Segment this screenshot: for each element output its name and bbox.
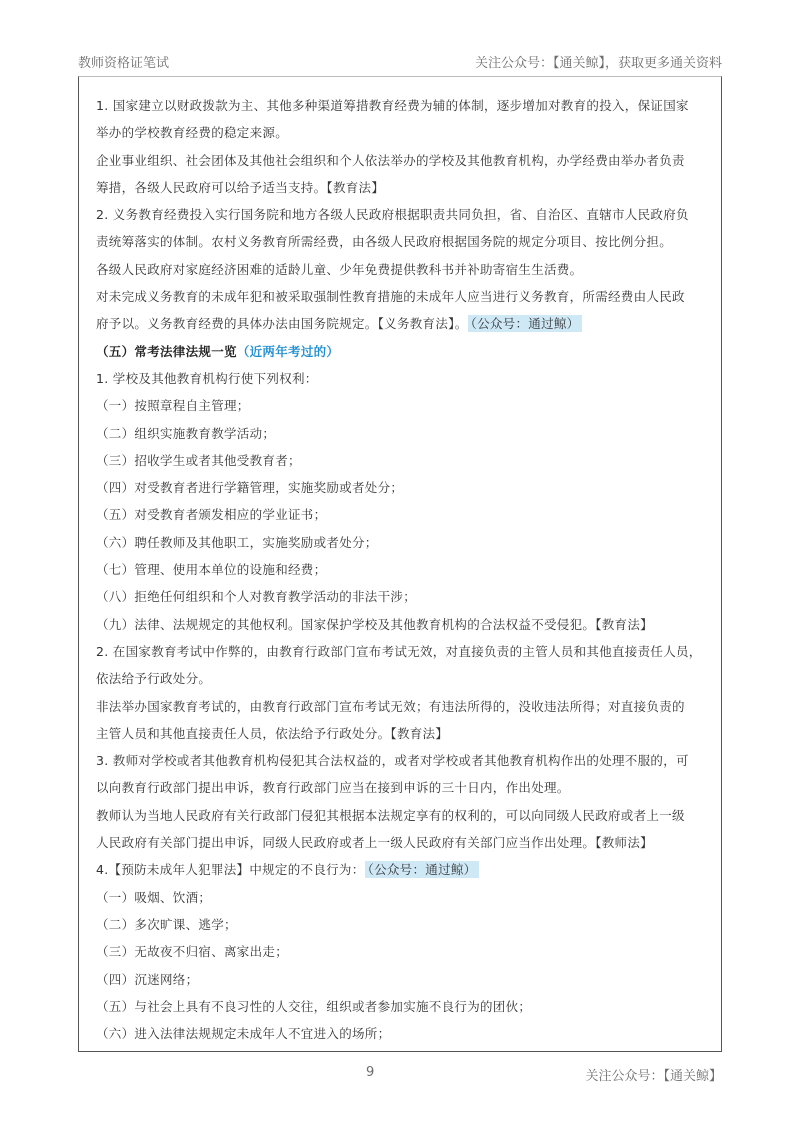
list-item: （六）聘任教师及其他职工，实施奖励或者处分； — [96, 534, 378, 550]
section-heading — [96, 338, 716, 365]
list-item: （四）沉迷网络； — [96, 971, 199, 987]
list-item: （二）多次旷课、逃学； — [96, 916, 237, 932]
footer-promo: 关注公众号：【通关鲸】 — [585, 1069, 722, 1084]
text-line: 各级人民政府对家庭经济困难的适龄儿童、少年免费提供教科书并补助寄宿生生活费。 — [96, 261, 583, 277]
list-item: （三）无故夜不归宿、离家出走； — [96, 944, 289, 960]
text-line — [96, 310, 716, 337]
promo-highlight: （公众号：通过鲸） — [365, 861, 480, 878]
list-item: （四）对受教育者进行学籍管理，实施奖励或者处分； — [96, 480, 404, 496]
text-line: 举办的学校教育经费的稳定来源。 — [96, 125, 289, 141]
section-title: （五）常考法律法规一览 — [96, 343, 237, 359]
page-footer — [78, 1063, 722, 1085]
text-line: 2. 在国家教育考试中作弊的，由教育行政部门宣布考试无效，对直接负责的主管人员和其他直接责任人员， — [96, 643, 702, 659]
list-item: （五）对受教育者颁发相应的学业证书； — [96, 507, 327, 523]
list-item: （九）法律、法规规定的其他权利。国家保护学校及其他教育机构的合法权益不受侵犯。【教育法】 — [96, 616, 653, 632]
text-line: 人民政府有关部门提出申诉，同级人民政府或者上一级人民政府有关部门应当作出处理。【教师法】 — [96, 835, 653, 851]
text-segment: 府予以。义务教育经费的具体办法由国务院规定。【义务教育法】。 — [96, 316, 468, 332]
list-item: （三）招收学生或者其他受教育者； — [96, 452, 301, 468]
list-item: （八）拒绝任何组织和个人对教育教学活动的非法干涉； — [96, 589, 417, 605]
text-line: 教师认为当地人民政府有关行政部门侵犯其根据本法规定享有的权利的，可以向同级人民政府或者上一级 — [96, 807, 685, 823]
text-line: 筹措，各级人民政府可以给予适当支持。【教育法】 — [96, 179, 385, 195]
text-segment: 4.【预防未成年人犯罪法】中规定的不良行为： — [96, 862, 365, 878]
list-item: （一）吸烟、饮酒； — [96, 889, 212, 905]
page-header — [78, 50, 722, 72]
text-line: 非法举办国家教育考试的，由教育行政部门宣布考试无效；有违法所得的，没收违法所得；对直接负责的 — [96, 698, 685, 714]
text-line: 1. 国家建立以财政拨款为主、其他多种渠道筹措教育经费为辅的体制，逐步增加对教育的投入，保证国家 — [96, 98, 689, 113]
list-item: （六）进入法律法规规定未成年人不宜进入的场所； — [96, 1026, 391, 1042]
list-item: （二）组织实施教育教学活动； — [96, 425, 276, 441]
text-line: 对未完成义务教育的未成年犯和被采取强制性教育措施的未成年人应当进行义务教育，所需经费由人民政 — [96, 289, 685, 305]
section-note: （近两年考过的） — [236, 343, 340, 359]
list-item: （七）管理、使用本单位的设施和经费； — [96, 562, 327, 578]
header-promo: 关注公众号：【通关鲸】，获取更多通关资料 — [474, 56, 722, 71]
header-title: 教师资格证笔试 — [78, 56, 170, 71]
text-line — [96, 856, 716, 883]
text-line: 依法给予行政处分。 — [96, 671, 212, 687]
text-line: 以向教育行政部门提出申诉，教育行政部门应当在接到申诉的三十日内，作出处理。 — [96, 780, 570, 796]
list-item: （五）与社会上具有不良习性的人交往，组织或者参加实施不良行为的团伙； — [96, 998, 532, 1014]
text-line: 企业事业组织、社会团体及其他社会组织和个人依法举办的学校及其他教育机构，办学经费由举办者负责 — [96, 152, 685, 168]
list-item: （一）按照章程自主管理； — [96, 398, 250, 414]
text-line: 主管人员和其他直接责任人员，依法给予行政处分。【教育法】 — [96, 725, 449, 741]
text-line: 2. 义务教育经费投入实行国务院和地方各级人民政府根据职责共同负担，省、自治区、直辖市人民政府负 — [96, 207, 689, 223]
promo-highlight: （公众号：通过鲸） — [468, 315, 583, 332]
page-number: 9 — [366, 1065, 375, 1080]
text-line: 1. 学校及其他教育机构行使下列权利： — [96, 370, 318, 386]
text-line: 3. 教师对学校或者其他教育机构侵犯其合法权益的，或者对学校或者其他教育机构作出的处理不服的，可 — [96, 753, 689, 769]
document-body — [96, 92, 716, 1047]
text-line: 责统筹落实的体制。农村义务教育所需经费，由各级人民政府根据国务院的规定分项目、按比例分担。 — [96, 234, 673, 250]
